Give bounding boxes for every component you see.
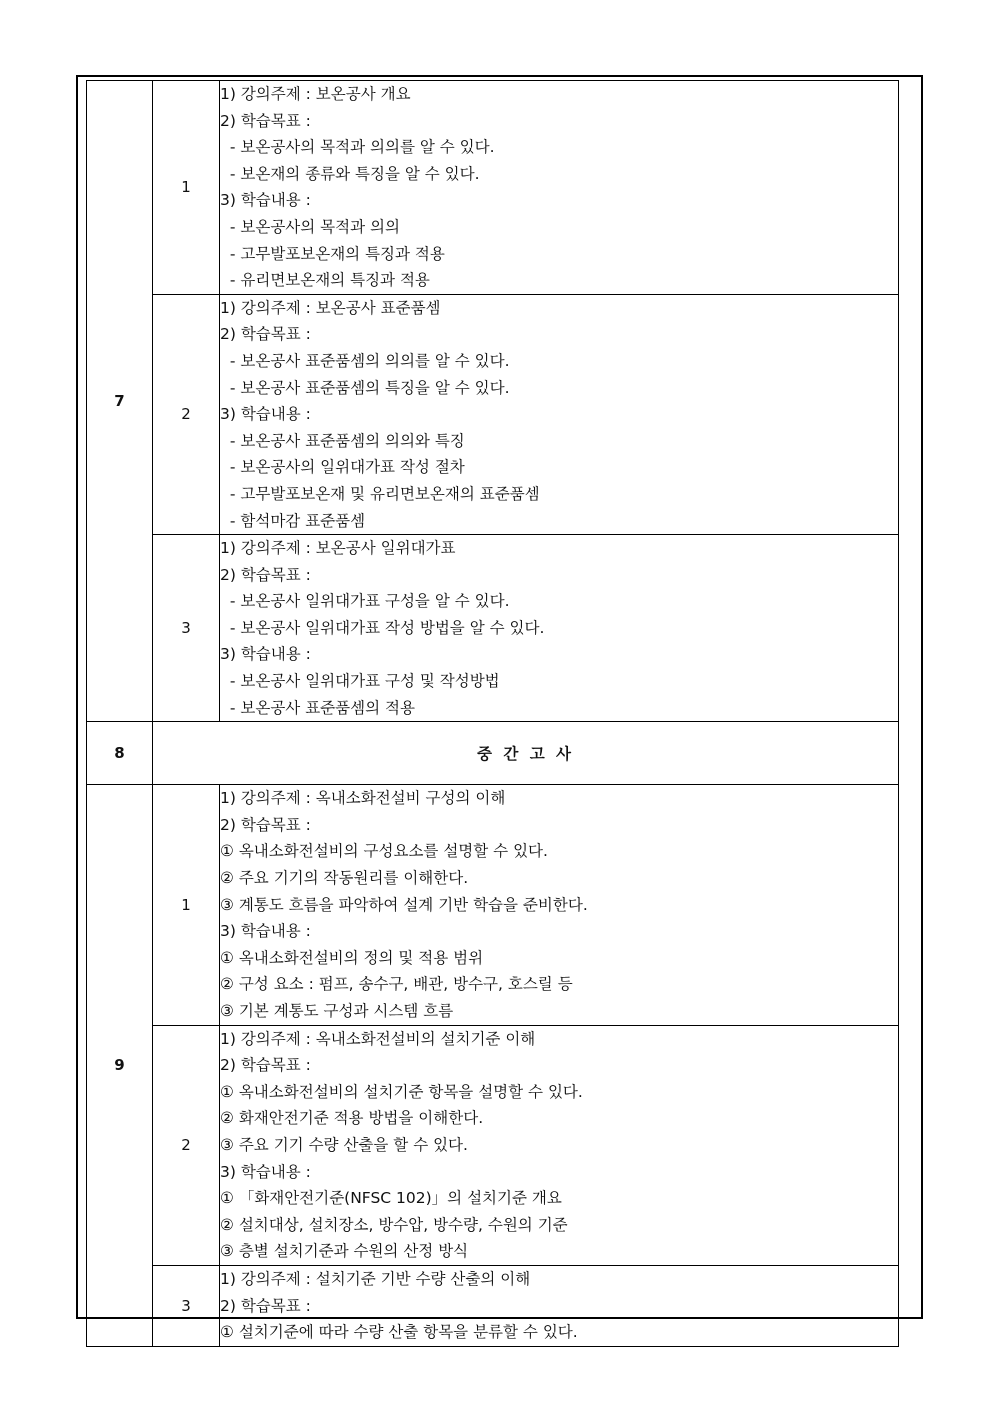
content-line: 1) 강의주제 : 보온공사 표준품셈	[220, 298, 441, 317]
session-content	[220, 535, 899, 722]
session-content	[220, 1025, 899, 1265]
content-line: ② 설치대상, 설치장소, 방수압, 방수량, 수원의 기준	[220, 1215, 568, 1234]
session-row	[87, 785, 899, 1025]
content-line: - 보온공사 일위대가표 구성을 알 수 있다.	[220, 592, 510, 611]
session-row	[87, 535, 899, 722]
content-line: ① 옥내소화전설비의 설치기준 항목을 설명할 수 있다.	[220, 1082, 583, 1101]
content-line: 2) 학습목표 :	[220, 1056, 311, 1075]
content-line: - 보온공사의 일위대가표 작성 절차	[220, 458, 465, 477]
content-line: 3) 학습내용 :	[220, 1162, 311, 1181]
session-row	[87, 81, 899, 295]
content-line: - 보온공사 표준품셈의 의의를 알 수 있다.	[220, 351, 510, 370]
content-line: 2) 학습목표 :	[220, 1296, 311, 1315]
content-line: - 보온공사 표준품셈의 특징을 알 수 있다.	[220, 378, 510, 397]
week-number: 8	[87, 722, 153, 785]
content-line: 2) 학습목표 :	[220, 111, 311, 130]
session-content	[220, 1265, 899, 1346]
session-row	[87, 1025, 899, 1265]
content-line: ② 구성 요소 : 펌프, 송수구, 배관, 방수구, 호스릴 등	[220, 975, 573, 994]
content-line: ③ 주요 기기 수량 산출을 할 수 있다.	[220, 1135, 468, 1154]
session-content	[220, 81, 899, 295]
content-line: 1) 강의주제 : 옥내소화전설비 구성의 이해	[220, 789, 506, 808]
session-number: 3	[153, 1265, 220, 1346]
lecture-schedule-table	[86, 80, 899, 1347]
session-number: 1	[153, 785, 220, 1025]
content-line: - 유리면보온재의 특징과 적용	[220, 271, 430, 290]
content-line: - 고무발포보온재의 특징과 적용	[220, 244, 445, 263]
content-line: ① 옥내소화전설비의 구성요소를 설명할 수 있다.	[220, 842, 548, 861]
session-row	[87, 1265, 899, 1346]
content-line: ② 화재안전기준 적용 방법을 이해한다.	[220, 1109, 484, 1128]
session-number: 3	[153, 535, 220, 722]
content-line: 3) 학습내용 :	[220, 645, 311, 664]
content-line: 1) 강의주제 : 보온공사 일위대가표	[220, 539, 456, 558]
content-line: 3) 학습내용 :	[220, 405, 311, 424]
content-line: ② 주요 기기의 작동원리를 이해한다.	[220, 869, 469, 888]
content-line: 2) 학습목표 :	[220, 815, 311, 834]
content-line: ③ 층별 설치기준과 수원의 산정 방식	[220, 1242, 469, 1261]
content-line: - 고무발포보온재 및 유리면보온재의 표준품셈	[220, 484, 540, 503]
content-line: ① 옥내소화전설비의 정의 및 적용 범위	[220, 948, 484, 967]
content-line: ① 설치기준에 따라 수량 산출 항목을 분류할 수 있다.	[220, 1323, 578, 1342]
content-line: - 보온공사 표준품셈의 의의와 특징	[220, 431, 465, 450]
week-number: 7	[87, 81, 153, 722]
content-line: - 보온재의 종류와 특징을 알 수 있다.	[220, 164, 480, 183]
content-line: 1) 강의주제 : 설치기준 기반 수량 산출의 이해	[220, 1269, 531, 1288]
week-number: 9	[87, 785, 153, 1346]
content-line: 2) 학습목표 :	[220, 325, 311, 344]
session-content	[220, 785, 899, 1025]
content-line: - 보온공사 일위대가표 작성 방법을 알 수 있다.	[220, 618, 545, 637]
content-line: ③ 계통도 흐름을 파악하여 설계 기반 학습을 준비한다.	[220, 895, 588, 914]
content-line: - 보온공사의 목적과 의의	[220, 217, 400, 236]
content-line: 2) 학습목표 :	[220, 565, 311, 584]
session-number: 1	[153, 81, 220, 295]
content-line: 1) 강의주제 : 옥내소화전설비의 설치기준 이해	[220, 1029, 536, 1048]
content-line: - 보온공사 일위대가표 구성 및 작성방법	[220, 672, 500, 691]
content-line: 1) 강의주제 : 보온공사 개요	[220, 85, 411, 103]
content-line: - 보온공사의 목적과 의의를 알 수 있다.	[220, 138, 495, 157]
content-line: 3) 학습내용 :	[220, 922, 311, 941]
content-line: - 함석마감 표준품셈	[220, 511, 366, 530]
content-line: - 보온공사 표준품셈의 적용	[220, 698, 415, 717]
session-number: 2	[153, 294, 220, 534]
session-number: 2	[153, 1025, 220, 1265]
session-row	[87, 294, 899, 534]
content-line: ③ 기본 계통도 구성과 시스템 흐름	[220, 1002, 454, 1020]
midterm-exam-label: 중 간 고 사	[153, 722, 899, 785]
content-line: ① 「화재안전기준(NFSC 102)」의 설치기준 개요	[220, 1189, 562, 1208]
session-content	[220, 294, 899, 534]
content-line: 3) 학습내용 :	[220, 191, 311, 210]
